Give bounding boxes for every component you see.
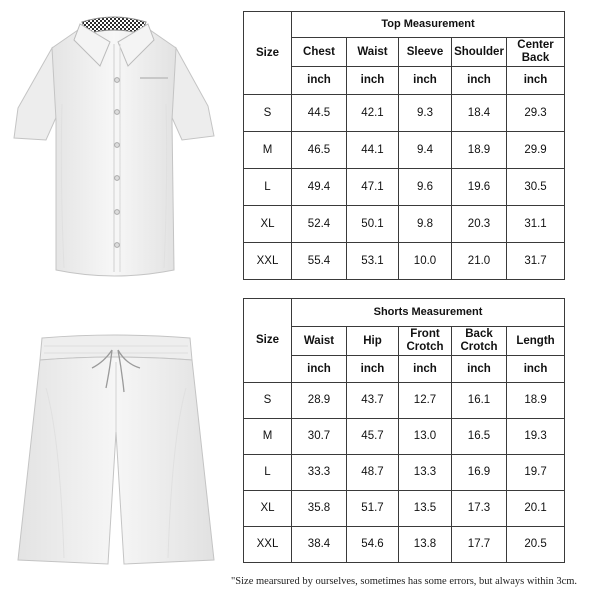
table-cell: 47.1 (347, 169, 399, 206)
table-row (244, 419, 565, 455)
unit-label: inch (347, 67, 399, 95)
table-row (244, 455, 565, 491)
table-cell: 28.9 (292, 383, 347, 419)
column-header: Back Crotch (452, 327, 507, 356)
table-cell: 9.3 (399, 95, 452, 132)
table-row (244, 206, 565, 243)
unit-label: inch (452, 356, 507, 383)
column-header: Waist (292, 327, 347, 356)
table-title: Shorts Measurement (292, 299, 565, 327)
table-cell: 30.5 (507, 169, 565, 206)
shorts-waistband (40, 335, 192, 360)
table-cell: 13.8 (399, 527, 452, 563)
table-row (244, 491, 565, 527)
table-cell: 45.7 (347, 419, 399, 455)
table-cell: 17.7 (452, 527, 507, 563)
table-row (244, 243, 565, 280)
column-header: Hip (347, 327, 399, 356)
column-header: Waist (347, 38, 399, 67)
unit-label: inch (399, 67, 452, 95)
column-header: Sleeve (399, 38, 452, 67)
table-cell: 20.5 (507, 527, 565, 563)
size-label: XXL (244, 527, 292, 563)
table-cell: 33.3 (292, 455, 347, 491)
table-cell: 19.3 (507, 419, 565, 455)
table-row (244, 527, 565, 563)
table-cell: 20.3 (452, 206, 507, 243)
table-cell: 46.5 (292, 132, 347, 169)
table-cell: 9.8 (399, 206, 452, 243)
unit-label: inch (507, 356, 565, 383)
unit-label: inch (292, 67, 347, 95)
table-cell: 30.7 (292, 419, 347, 455)
unit-label: inch (292, 356, 347, 383)
table-cell: 13.5 (399, 491, 452, 527)
table-cell: 43.7 (347, 383, 399, 419)
shirt-illustration (0, 0, 230, 290)
size-disclaimer-note: "Size mearsured by ourselves, sometimes has some errors, but always within 3cm. (231, 576, 578, 587)
table-row (244, 383, 565, 419)
size-label: L (244, 169, 292, 206)
table-cell: 35.8 (292, 491, 347, 527)
column-header: Chest (292, 38, 347, 67)
size-label: XL (244, 491, 292, 527)
size-label: S (244, 383, 292, 419)
table-cell: 38.4 (292, 527, 347, 563)
size-label: S (244, 95, 292, 132)
column-header: Center Back (507, 38, 565, 67)
size-label: M (244, 419, 292, 455)
table-cell: 55.4 (292, 243, 347, 280)
table-cell: 19.6 (452, 169, 507, 206)
table-title: Top Measurement (292, 12, 565, 38)
table-cell: 19.7 (507, 455, 565, 491)
table-cell: 16.1 (452, 383, 507, 419)
table-cell: 49.4 (292, 169, 347, 206)
size-header: Size (244, 12, 292, 95)
table-cell: 9.6 (399, 169, 452, 206)
table-row (244, 95, 565, 132)
size-label: M (244, 132, 292, 169)
unit-label: inch (399, 356, 452, 383)
table-cell: 9.4 (399, 132, 452, 169)
table-cell: 16.9 (452, 455, 507, 491)
shorts-measurement-table (243, 298, 565, 563)
table-cell: 44.5 (292, 95, 347, 132)
top-measurement-table (243, 11, 565, 280)
size-label: L (244, 455, 292, 491)
table-cell: 29.3 (507, 95, 565, 132)
column-header: Shoulder (452, 38, 507, 67)
table-cell: 29.9 (507, 132, 565, 169)
unit-label: inch (452, 67, 507, 95)
size-header: Size (244, 299, 292, 383)
table-cell: 54.6 (347, 527, 399, 563)
unit-label: inch (347, 356, 399, 383)
unit-label: inch (507, 67, 565, 95)
table-cell: 44.1 (347, 132, 399, 169)
shirt-image (0, 0, 230, 290)
table-cell: 20.1 (507, 491, 565, 527)
table-cell: 18.9 (507, 383, 565, 419)
size-label: XL (244, 206, 292, 243)
table-cell: 13.3 (399, 455, 452, 491)
table-cell: 31.1 (507, 206, 565, 243)
column-header: Front Crotch (399, 327, 452, 356)
table-cell: 18.4 (452, 95, 507, 132)
table-cell: 10.0 (399, 243, 452, 280)
table-row (244, 132, 565, 169)
table-row (244, 169, 565, 206)
table-cell: 16.5 (452, 419, 507, 455)
table-cell: 52.4 (292, 206, 347, 243)
shorts-image (0, 328, 230, 573)
table-cell: 42.1 (347, 95, 399, 132)
shorts-illustration (0, 328, 230, 573)
table-cell: 53.1 (347, 243, 399, 280)
table-cell: 17.3 (452, 491, 507, 527)
table-cell: 48.7 (347, 455, 399, 491)
column-header: Length (507, 327, 565, 356)
table-cell: 12.7 (399, 383, 452, 419)
table-cell: 50.1 (347, 206, 399, 243)
size-label: XXL (244, 243, 292, 280)
table-cell: 31.7 (507, 243, 565, 280)
table-cell: 51.7 (347, 491, 399, 527)
table-cell: 13.0 (399, 419, 452, 455)
table-cell: 18.9 (452, 132, 507, 169)
table-cell: 21.0 (452, 243, 507, 280)
